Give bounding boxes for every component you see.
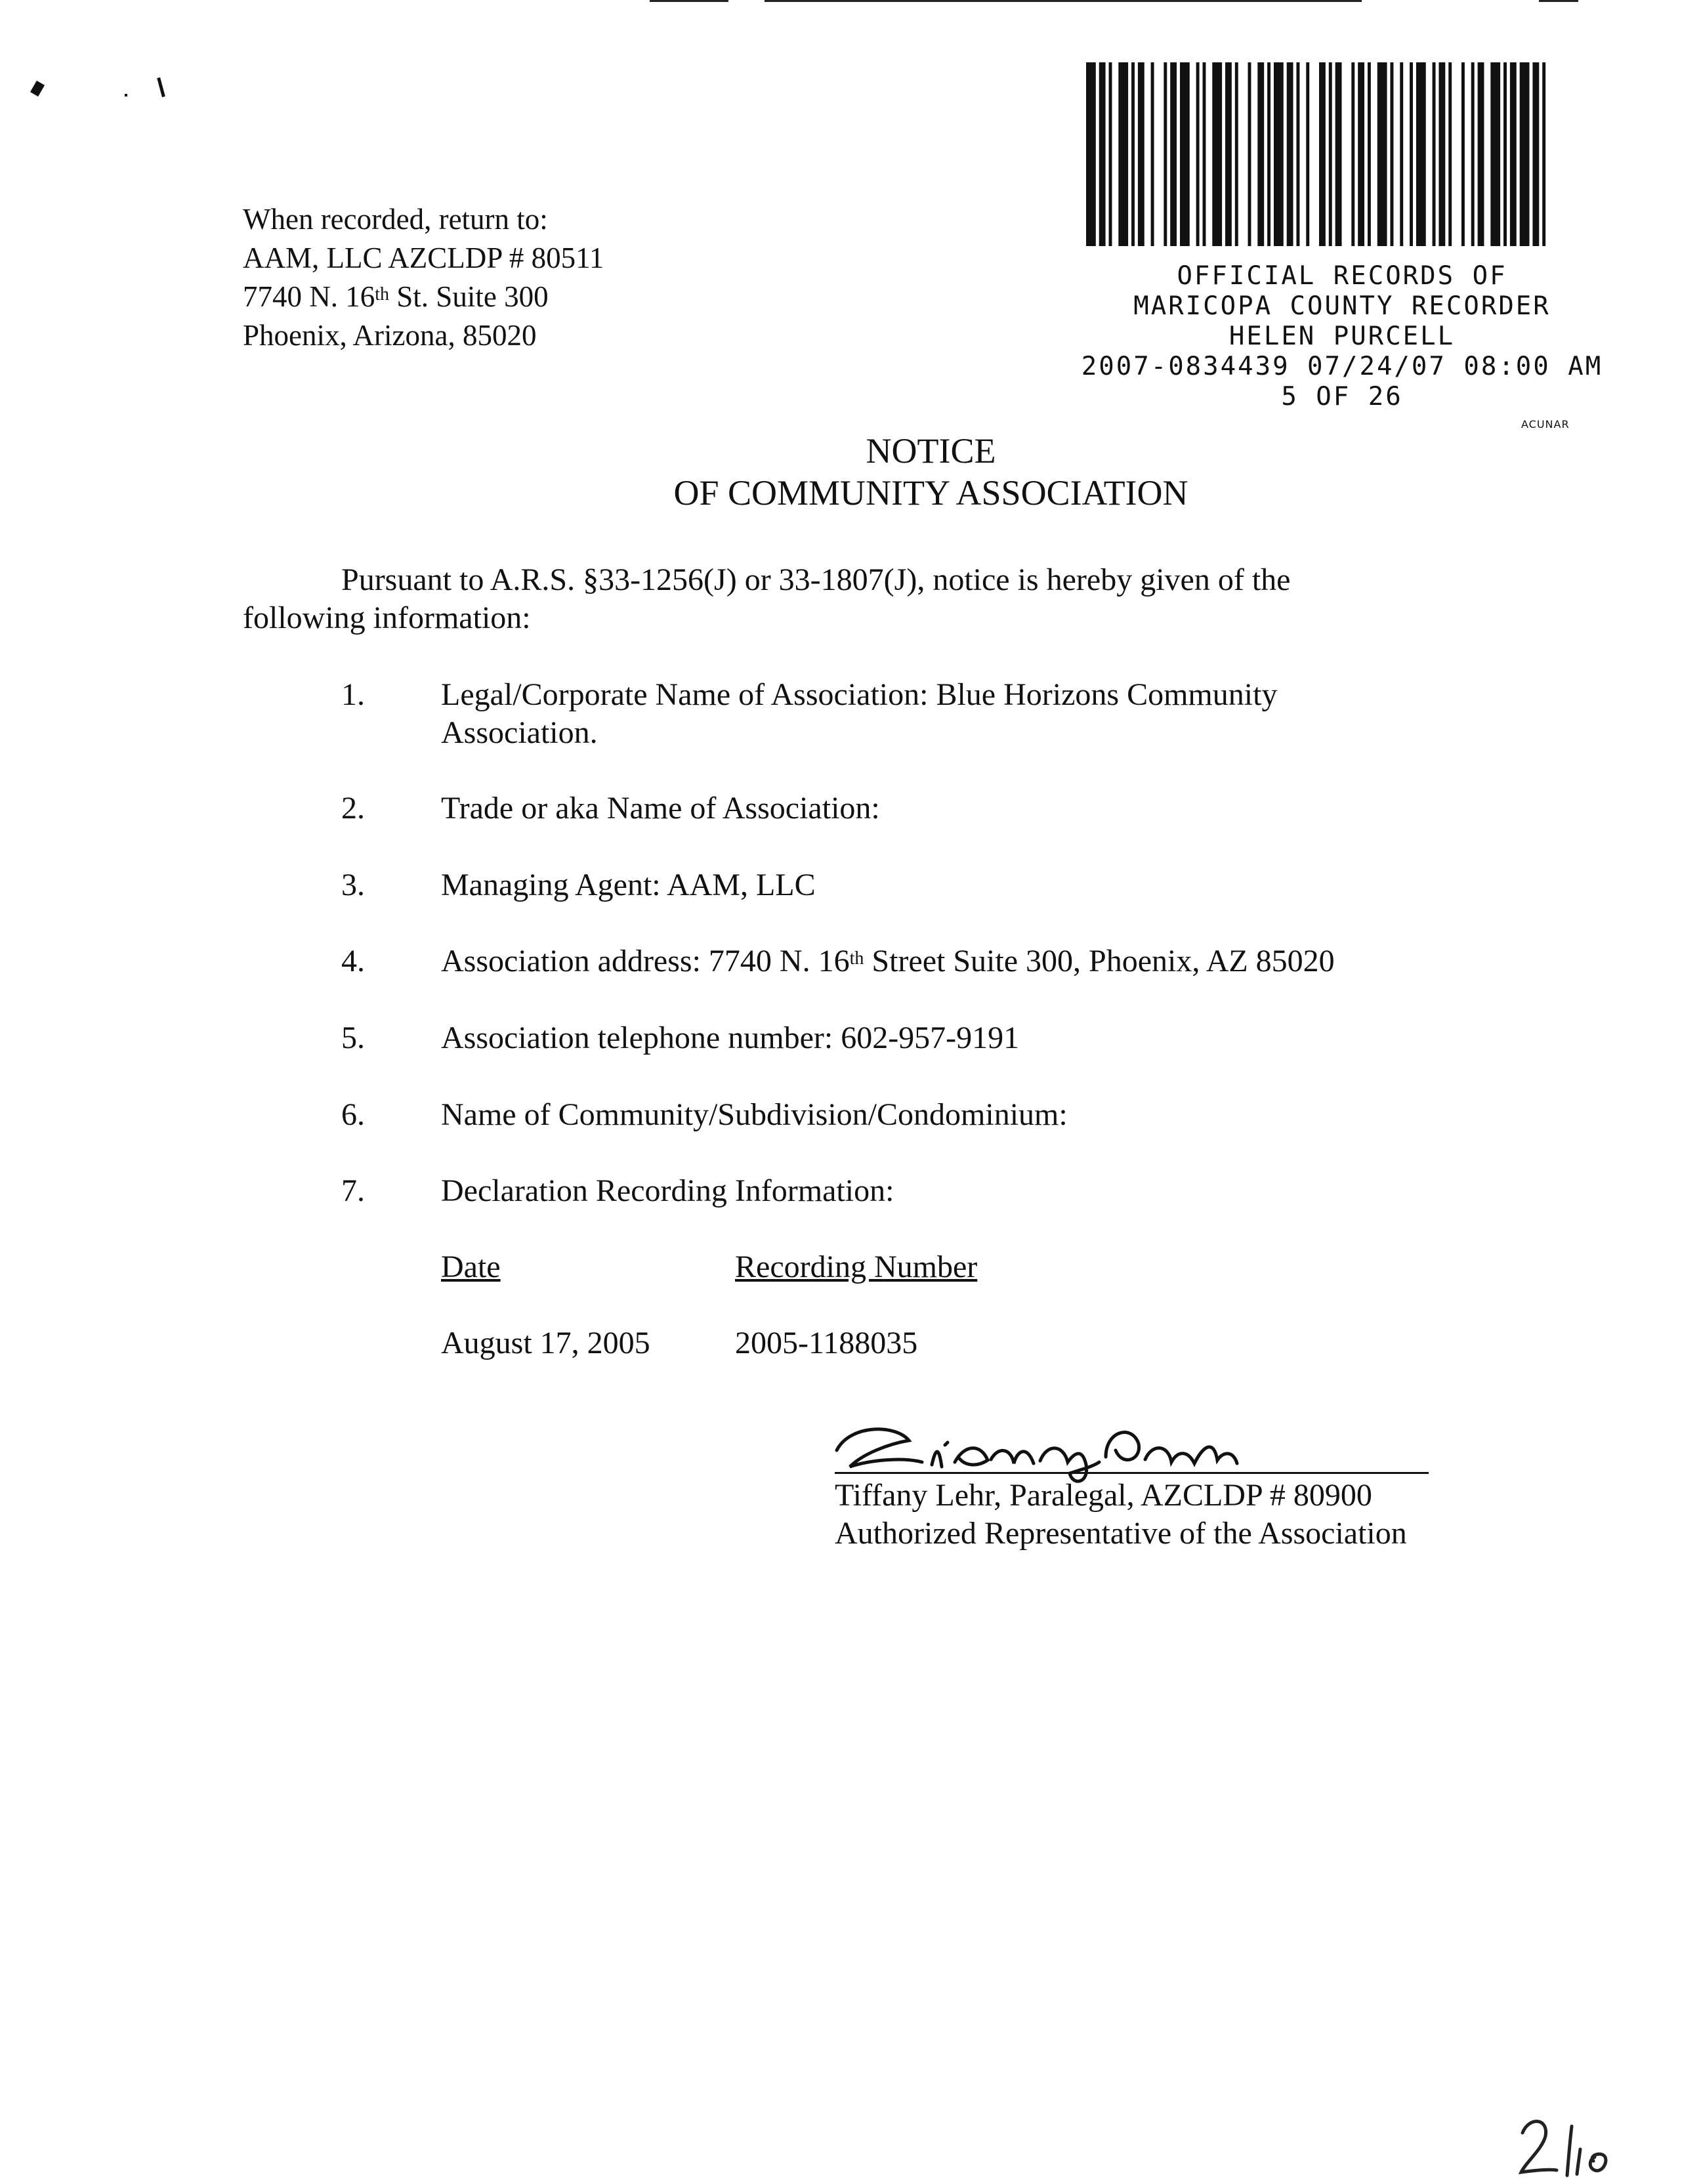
return-address-street: 7740 N. 16 xyxy=(243,280,375,313)
barcode-bar xyxy=(1520,62,1530,246)
signer-name: Tiffany Lehr, Paralegal, AZCLDP # 80900 xyxy=(835,1478,1372,1513)
barcode-bar xyxy=(1203,62,1206,246)
barcode-bar xyxy=(1131,62,1135,246)
barcode-bar xyxy=(1410,62,1413,246)
item-text-line: Legal/Corporate Name of Association: Blue Horizons Community xyxy=(441,677,1278,712)
scan-line xyxy=(1539,0,1578,2)
barcode-bar xyxy=(1151,62,1154,246)
return-address-line: When recorded, return to: xyxy=(243,203,548,236)
handwritten-page-mark xyxy=(1509,2101,1641,2182)
scan-mark xyxy=(125,94,127,96)
item-text xyxy=(441,676,1425,752)
barcode-bar xyxy=(1335,62,1342,246)
scan-line xyxy=(650,0,728,2)
item-number: 3. xyxy=(341,868,365,902)
return-address-suite: St. Suite 300 xyxy=(389,280,549,313)
return-address-line: AAM, LLC AZCLDP # 80511 xyxy=(243,242,604,274)
item-text: Name of Community/Subdivision/Condominium: xyxy=(441,1097,1068,1132)
intro-paragraph xyxy=(243,561,1424,637)
item-number: 5. xyxy=(341,1020,365,1055)
barcode-bar xyxy=(1319,62,1326,246)
recorder-stamp xyxy=(1070,261,1614,412)
barcode-bar xyxy=(1109,62,1112,246)
barcode-bar xyxy=(1235,62,1238,246)
barcode-bar xyxy=(1400,62,1403,246)
signature-block xyxy=(835,1477,1407,1553)
ordinal-suffix: th xyxy=(375,284,390,304)
signer-title: Authorized Representative of the Association xyxy=(835,1516,1407,1551)
item-number: 2. xyxy=(341,791,365,826)
barcode-bar xyxy=(1490,62,1500,246)
barcode-bar xyxy=(1390,62,1393,246)
stamp-line: HELEN PURCELL xyxy=(1228,322,1456,351)
recording-number-value: 2005-1188035 xyxy=(735,1326,918,1360)
stamp-line: OFFICIAL RECORDS OF xyxy=(1177,261,1507,291)
barcode-bar xyxy=(1510,62,1517,246)
barcode-bar xyxy=(1358,62,1364,246)
title-line: OF COMMUNITY ASSOCIATION xyxy=(673,473,1188,513)
barcode-bar xyxy=(1225,62,1232,246)
barcode-bar xyxy=(1461,62,1465,246)
item-text-part: Association address: 7740 N. 16 xyxy=(441,944,850,978)
scan-line xyxy=(765,0,1362,2)
recording-number-header: Recording Number xyxy=(735,1250,978,1284)
stamp-line: 2007-0834439 07/24/07 08:00 AM xyxy=(1081,352,1603,381)
stamp-line: MARICOPA COUNTY RECORDER xyxy=(1133,291,1551,321)
barcode-bar xyxy=(1433,62,1436,246)
item-text-line: Association. xyxy=(441,715,598,750)
item-text xyxy=(441,942,1425,980)
barcode-bar xyxy=(1503,62,1507,246)
barcode-bar xyxy=(1478,62,1484,246)
barcode-bar xyxy=(1274,62,1284,246)
barcode-bar xyxy=(1438,62,1445,246)
barcode-bar xyxy=(1306,62,1309,246)
stamp-initials: ACUNAR xyxy=(1521,418,1570,430)
barcode-bar xyxy=(1118,62,1128,246)
item-text: Managing Agent: AAM, LLC xyxy=(441,868,816,902)
item-text-part: Street Suite 300, Phoenix, AZ 85020 xyxy=(864,944,1335,978)
barcode-bar xyxy=(1099,62,1106,246)
barcode-bar xyxy=(1267,62,1270,246)
stamp-line: 5 OF 26 xyxy=(1281,382,1403,411)
intro-line: Pursuant to A.R.S. §33-1256(J) or 33-1807(J), notice is hereby given of the xyxy=(341,562,1291,597)
barcode-bar xyxy=(1248,62,1251,246)
barcode-bar xyxy=(1138,62,1144,246)
item-text: Association telephone number: 602-957-9191 xyxy=(441,1020,1020,1055)
barcode-bar xyxy=(1377,62,1387,246)
barcode-bar xyxy=(1448,62,1452,246)
return-address-line xyxy=(243,278,604,316)
ordinal-suffix: th xyxy=(849,948,864,969)
barcode-bar xyxy=(1287,62,1293,246)
scan-mark xyxy=(157,77,165,97)
title-line: NOTICE xyxy=(866,431,996,471)
barcode-bar xyxy=(1351,62,1354,246)
item-number: 4. xyxy=(341,944,365,978)
item-number: 7. xyxy=(341,1173,365,1208)
item-text: Trade or aka Name of Association: xyxy=(441,791,880,826)
document-title xyxy=(0,430,1701,514)
recording-date-header: Date xyxy=(441,1250,501,1284)
barcode-bar xyxy=(1329,62,1332,246)
barcode-bar xyxy=(1164,62,1167,246)
barcode-bar xyxy=(1212,62,1222,246)
item-number: 6. xyxy=(341,1097,365,1132)
barcode-bar xyxy=(1170,62,1177,246)
page-mark-text: 2/10 xyxy=(1509,2101,1528,2112)
barcode-bar xyxy=(1196,62,1200,246)
barcode-bar xyxy=(1416,62,1426,246)
return-address-line: Phoenix, Arizona, 85020 xyxy=(243,319,537,352)
barcode-bar xyxy=(1368,62,1371,246)
recording-barcode xyxy=(1086,62,1552,246)
barcode-bar xyxy=(1296,62,1299,246)
intro-line: following information: xyxy=(243,600,531,635)
return-address xyxy=(243,200,604,355)
barcode-bar xyxy=(1532,62,1539,246)
barcode-bar xyxy=(1180,62,1190,246)
signature-line xyxy=(835,1472,1429,1474)
barcode-bar xyxy=(1471,62,1475,246)
scan-mark xyxy=(30,81,45,96)
barcode-bar xyxy=(1257,62,1264,246)
recording-date-value: August 17, 2005 xyxy=(441,1326,650,1360)
barcode-bar xyxy=(1086,62,1096,246)
barcode-bar xyxy=(1542,62,1545,246)
item-text: Declaration Recording Information: xyxy=(441,1173,894,1208)
item-number: 1. xyxy=(341,677,365,712)
